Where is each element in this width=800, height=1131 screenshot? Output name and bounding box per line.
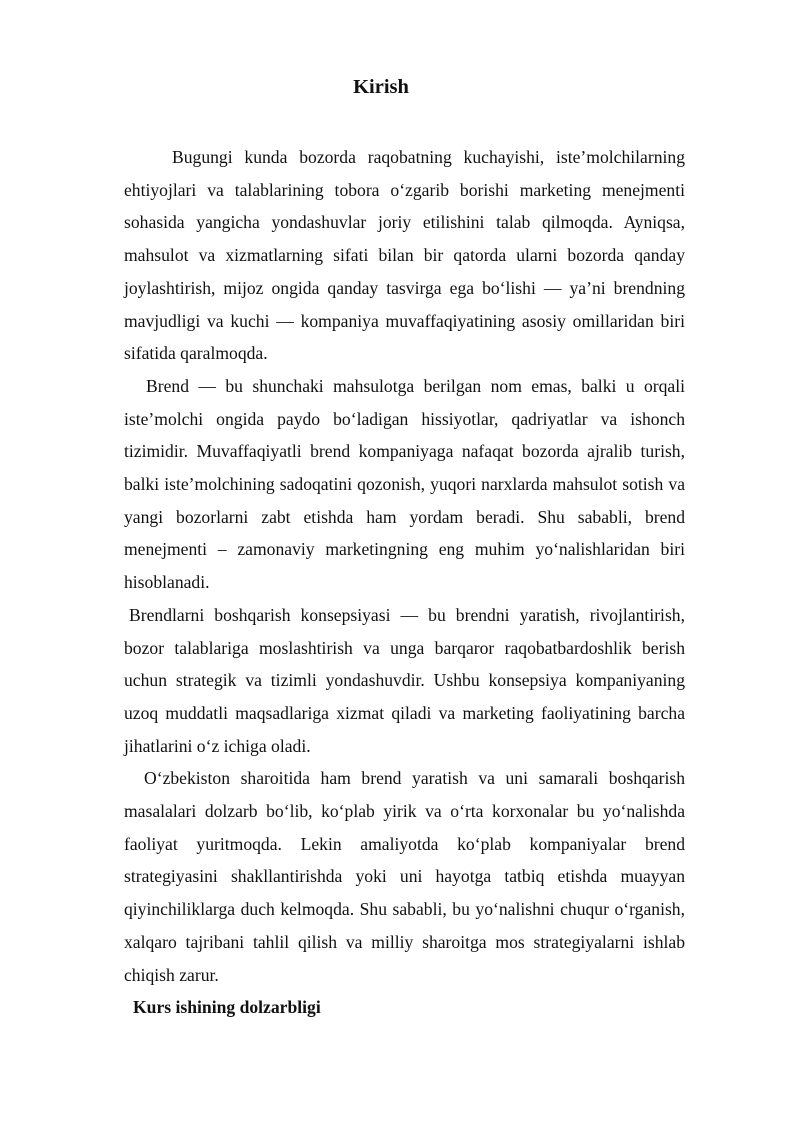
paragraph-brand-management-concept: Brendlarni boshqarish konsepsiyasi — bu brendni yaratish, rivojlantirish, bozor talablariga moslashtirish va unga barqaror raqobatbardoshlik berish uchun strategik va tizimli yondashuvdir. Ushbu konsepsiya kompaniyaning uzoq muddatli maqsadlariga xizmat qiladi va marketing faoliyatining barcha jihatlarini o‘z ichiga oladi. — [124, 604, 685, 756]
paragraph-brand-definition: Brend — bu shunchaki mahsulotga berilgan nom emas, balki u orqali iste’molchi ongida paydo bo‘ladigan hissiyotlar, qadriyatlar va ishonch tizimidir. Muvaffaqiyatli brend kompaniyaga nafaqat bozorda ajralib turish, balki iste’molchining sadoqatini qozonish, yuqori narxlarda mahsulot sotish va yangi bozorlarni zabt etishda ham yordam beradi. Shu sababli, brend menejmenti – zamonaviy marketingning eng muhim yo‘nalishlaridan biri hisoblanadi. — [124, 375, 685, 593]
page-title: Kirish — [353, 76, 409, 98]
paragraph-intro: Bugungi kunda bozorda raqobatning kuchayishi, iste’molchilarning ehtiyojlari va talablarining tobora o‘zgarib borishi marketing menejmenti sohasida yangicha yondashuvlar joriy etilishini talab qilmoqda. Ayniqsa, mahsulot va xizmatlarning sifati bilan bir qatorda ularni bozorda qanday joylashtirish, mijoz ongida qanday tasvirga ega bo‘lishi — ya’ni brendning mavjudligi va kuchi — kompaniya muvaffaqiyatining asosiy omillaridan biri sifatida qaralmoqda. — [124, 147, 685, 364]
document-body — [124, 141, 685, 1024]
section-subheading: Kurs ishining dolzarbligi — [133, 997, 321, 1018]
paragraph-uzbekistan-context: O‘zbekiston sharoitida ham brend yaratish va uni samarali boshqarish masalalari dolzarb bo‘lib, ko‘plab yirik va o‘rta korxonalar bu yo‘nalishda faoliyat yuritmoqda. Lekin amaliyotda ko‘plab kompaniyalar brend strategiyasini shakllantirishda yoki uni hayotga tatbiq etishda muayyan qiyinchiliklarga duch kelmoqda. Shu sababli, bu yo‘nalishni chuqur o‘rganish, xalqaro tajribani tahlil qilish va milliy sharoitga mos strategiyalarni ishlab chiqish zarur. — [124, 768, 685, 985]
